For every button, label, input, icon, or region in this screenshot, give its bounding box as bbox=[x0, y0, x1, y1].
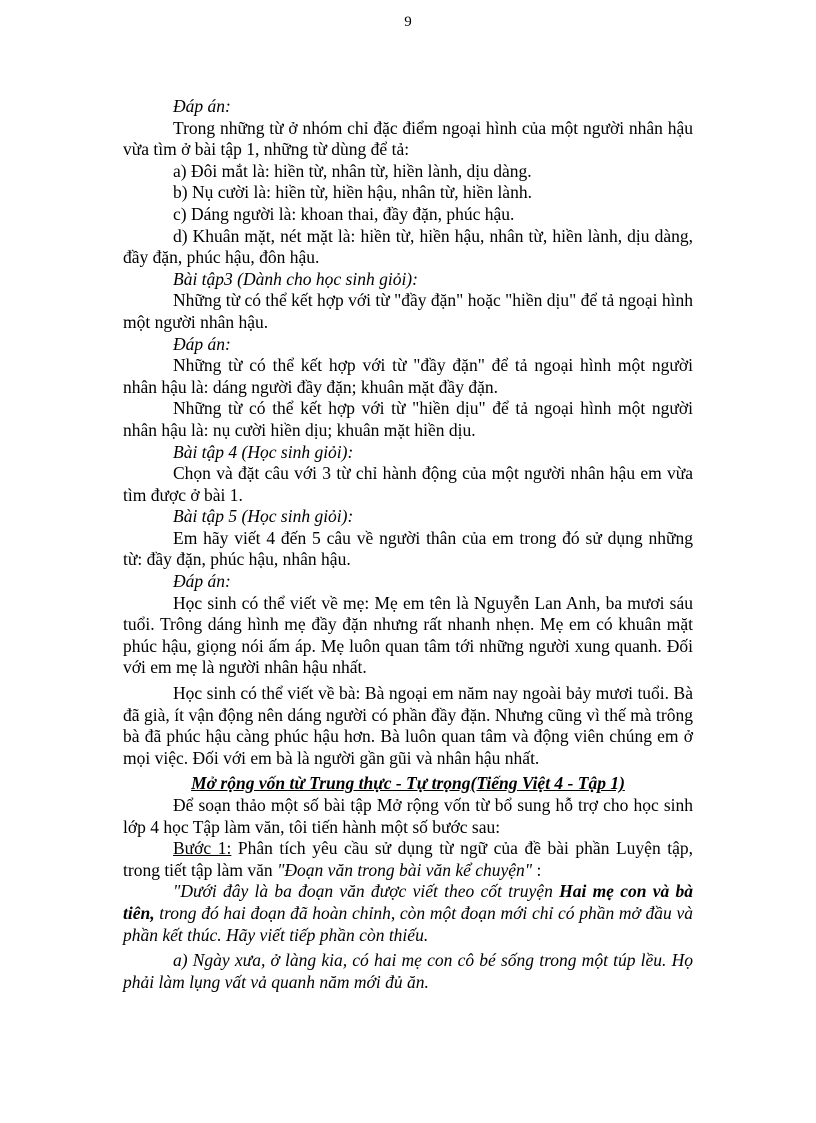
paragraph: Học sinh có thể viết về bà: Bà ngoại em năm nay ngoài bảy mươi tuổi. Bà đã già, ít vận động nên dáng người có phần đầy đặn. Nhưng cũng vì thế mà trông bà đã phúc hậu càng phúc hậu hơn. Bà luôn quan tâm và động viên chúng em ở mọi việc. Đối với em bà là người gần gũi và nhân hậu nhất. bbox=[123, 683, 693, 768]
answer-label: Đáp án: bbox=[173, 333, 231, 354]
paragraph: Chọn và đặt câu với 3 từ chỉ hành động của một người nhân hậu em vừa tìm được ở bài 1. bbox=[123, 463, 693, 505]
paragraph bbox=[123, 881, 693, 946]
step-text: Phân tích yêu cầu sử dụng từ ngữ của đề bài phần Luyện tập, trong tiết tập làm văn bbox=[123, 838, 693, 880]
step-end: : bbox=[532, 859, 542, 880]
list-item: a) Đôi mắt là: hiền từ, nhân từ, hiền lành, dịu dàng. bbox=[173, 160, 532, 181]
paragraph: Những từ có thể kết hợp với từ "đầy đặn" hoặc "hiền dịu" để tả ngoại hình một người nhân hậu. bbox=[123, 290, 693, 332]
list-item: c) Dáng người là: khoan thai, đầy đặn, phúc hậu. bbox=[173, 203, 515, 224]
quoted-title: "Đoạn văn trong bài văn kể chuyện" bbox=[277, 859, 533, 880]
exercise-label: Bài tập 4 (Học sinh giỏi): bbox=[173, 441, 354, 462]
quote-text: "Dưới đây là ba đoạn văn được viết theo cốt truyện bbox=[173, 881, 560, 902]
answer-label: Đáp án: bbox=[173, 571, 231, 592]
paragraph: Những từ có thể kết hợp với từ "đầy đặn" để tả ngoại hình một người nhân hậu là: dáng người đầy đặn; khuân mặt đầy đặn. bbox=[123, 355, 693, 397]
quote-text: trong đó hai đoạn đã hoàn chỉnh, còn một đoạn mới chỉ có phần mở đầu và phần kết thúc. Hãy viết tiếp phần còn thiếu. bbox=[123, 902, 693, 945]
story-title: Hai mẹ con và bà tiên, bbox=[123, 881, 693, 923]
exercise-label: Bài tập3 (Dành cho học sinh giỏi): bbox=[173, 268, 418, 289]
document-body bbox=[123, 96, 693, 993]
paragraph: Học sinh có thể viết về mẹ: Mẹ em tên là Nguyễn Lan Anh, ba mươi sáu tuổi. Trông dáng hình mẹ đầy đặn nhưng rất nhanh nhẹn. Mẹ em có khuân mặt phúc hậu, giọng nói ấm áp. Mẹ luôn quan tâm tới những người xung quanh. Đối với em mẹ là người nhân hậu nhất. bbox=[123, 592, 693, 678]
section-heading: Mở rộng vốn từ Trung thực - Tự trọng(Tiếng Việt 4 - Tập 1) bbox=[191, 773, 625, 794]
paragraph: a) Ngày xưa, ở làng kia, có hai mẹ con cô bé sống trong một túp lều. Họ phải làm lụng vất vả quanh năm mới đủ ăn. bbox=[123, 950, 693, 992]
answer-label: Đáp án: bbox=[173, 96, 231, 116]
paragraph: Trong những từ ở nhóm chỉ đặc điểm ngoại hình của một người nhân hậu vừa tìm ở bài tập 1, những từ dùng để tả: bbox=[123, 117, 693, 160]
paragraph: Những từ có thể kết hợp với từ "hiền dịu" để tả ngoại hình một người nhân hậu là: nụ cười hiền dịu; khuân mặt hiền dịu. bbox=[123, 398, 693, 440]
paragraph bbox=[123, 838, 693, 881]
paragraph: Để soạn thảo một số bài tập Mở rộng vốn từ bổ sung hỗ trợ cho học sinh lớp 4 học Tập làm văn, tôi tiến hành một số bước sau: bbox=[123, 795, 693, 837]
paragraph: Em hãy viết 4 đến 5 câu về người thân của em trong đó sử dụng những từ: đầy đặn, phúc hậu, nhân hậu. bbox=[123, 527, 693, 570]
list-item: d) Khuân mặt, nét mặt là: hiền từ, hiền hậu, nhân từ, hiền lành, dịu dàng, đầy đặn, phúc hậu, đôn hậu. bbox=[123, 225, 693, 268]
page-number: 9 bbox=[404, 14, 412, 30]
exercise-label: Bài tập 5 (Học sinh giỏi): bbox=[173, 506, 354, 527]
step-label: Bước 1: bbox=[173, 838, 232, 859]
list-item: b) Nụ cười là: hiền từ, hiền hậu, nhân từ, hiền lành. bbox=[173, 182, 532, 203]
